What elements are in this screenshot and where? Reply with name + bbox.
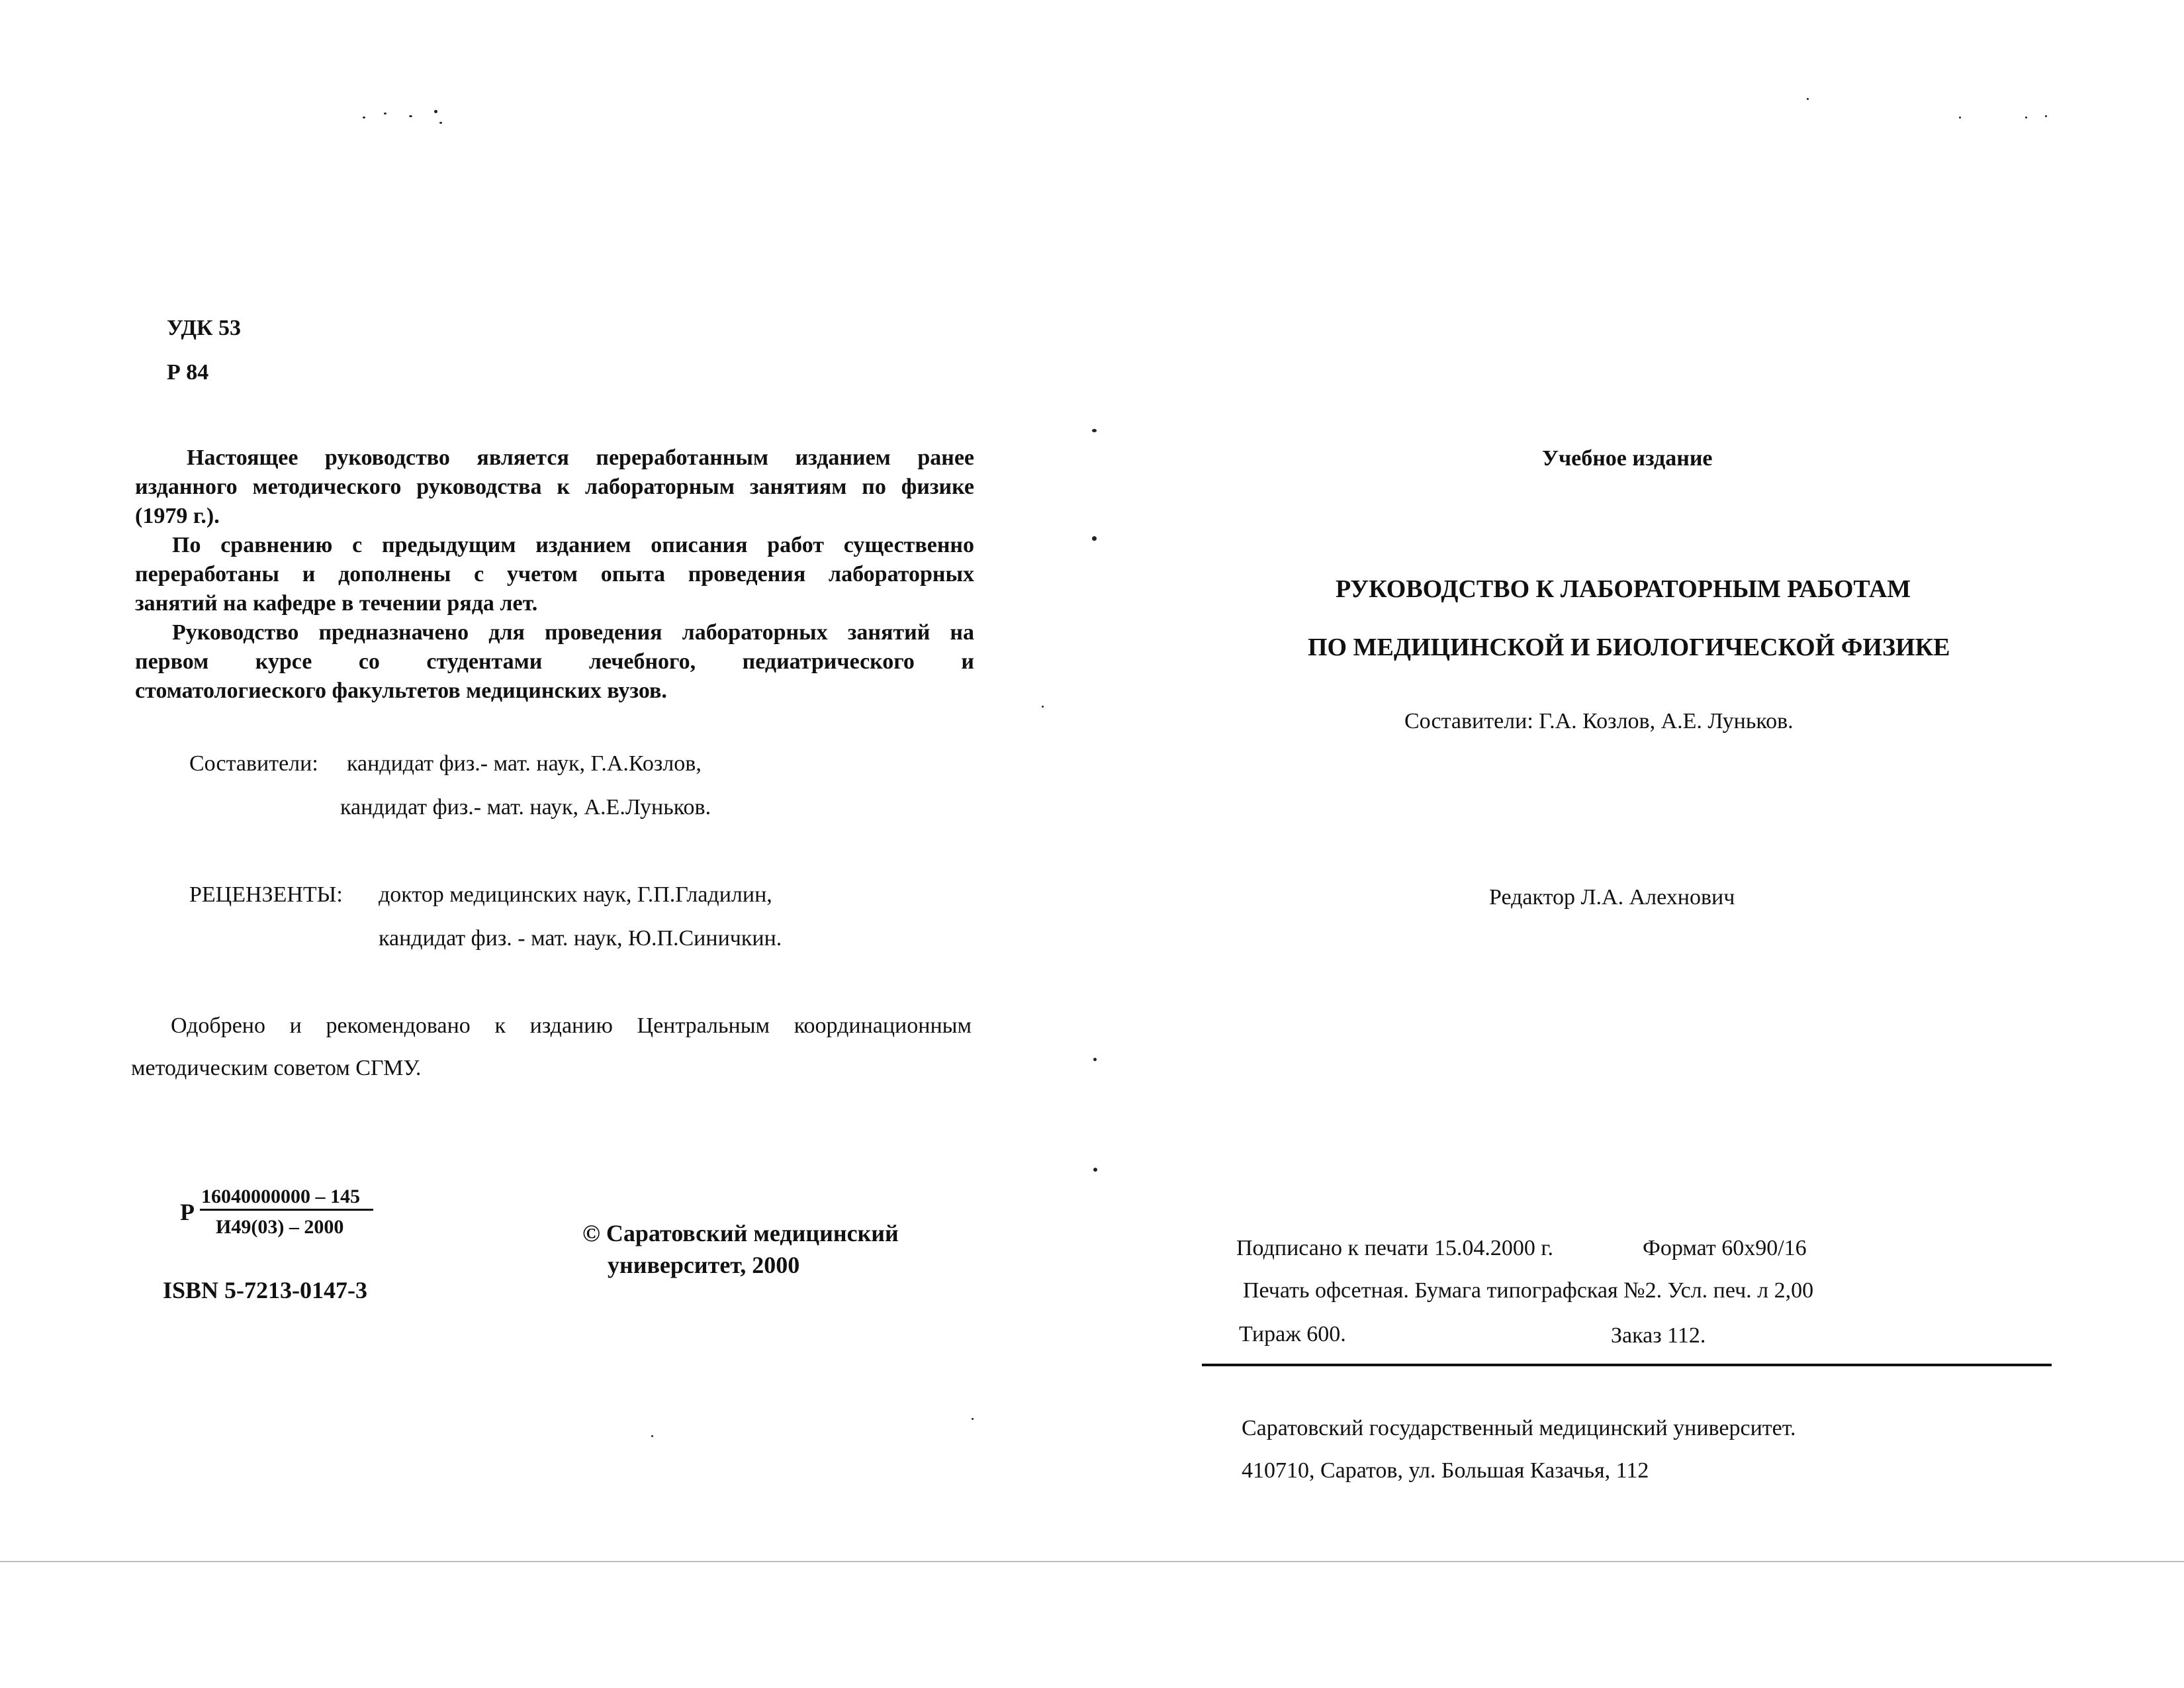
- scan-speck: [972, 1418, 974, 1420]
- code-letter: Р: [180, 1199, 195, 1225]
- page-edge-line: [0, 1561, 2184, 1562]
- scan-speck: [1093, 1168, 1097, 1172]
- approval-line1: Одобрено и рекомендовано к изданию Центральным координационным: [171, 1013, 972, 1038]
- annotation-p1-line3: (1979 г.).: [135, 504, 220, 528]
- scan-speck: [1093, 1058, 1097, 1061]
- reviewers-label: РЕЦЕНЗЕНТЫ:: [189, 882, 343, 907]
- scan-speck: [1092, 536, 1097, 541]
- annotation-p3-line2: первом курсе со студентами лечебного, педиатрического и: [135, 649, 974, 674]
- compiler-2: кандидат физ.- мат. наук, А.Е.Луньков.: [340, 795, 711, 820]
- isbn: ISBN 5-7213-0147-3: [163, 1277, 368, 1303]
- reviewer-2: кандидат физ. - мат. наук, Ю.П.Синичкин.: [379, 926, 782, 951]
- reviewer-1: доктор медицинских наук, Г.П.Гладилин,: [379, 882, 772, 907]
- annotation-p1-line2: изданного методического руководства к лабораторным занятиям по физике: [135, 475, 974, 499]
- code-fraction-bar: [200, 1209, 373, 1211]
- annotation-p2-line2: переработаны и дополнены с учетом опыта проведения лабораторных: [135, 562, 974, 586]
- imprint-format: Формат 60х90/16: [1643, 1236, 1807, 1260]
- scan-speck: [1042, 706, 1044, 708]
- scan-speck: [1807, 98, 1809, 100]
- scan-speck: [434, 110, 437, 113]
- approval-line2: методическим советом СГМУ.: [131, 1056, 422, 1080]
- scan-speck: [409, 115, 412, 117]
- imprint-rule: [1202, 1364, 2052, 1366]
- scan-speck: [2045, 115, 2047, 117]
- scan-speck: [2025, 117, 2027, 118]
- imprint-circulation: Тираж 600.: [1239, 1322, 1346, 1346]
- compiler-1: кандидат физ.- мат. наук, Г.А.Козлов,: [347, 751, 702, 776]
- annotation-p3-line3: стоматологиеского факультетов медицинских вузов.: [135, 679, 667, 703]
- scan-speck: [1092, 429, 1097, 432]
- title-line1: РУКОВОДСТВО К ЛАБОРАТОРНЫМ РАБОТАМ: [1336, 575, 1911, 603]
- annotation-p1-line1: Настоящее руководство является переработанным изданием ранее: [187, 445, 974, 470]
- right-compilers: Составители: Г.А. Козлов, А.Е. Луньков.: [1404, 709, 1794, 733]
- udk-code: УДК 53: [167, 316, 242, 340]
- compilers-label: Составители:: [189, 751, 318, 776]
- code-numerator: 16040000000 – 145: [201, 1186, 360, 1207]
- bbk-code: Р 84: [167, 360, 209, 385]
- title-line2: ПО МЕДИЦИНСКОЙ И БИОЛОГИЧЕСКОЙ ФИЗИКЕ: [1308, 633, 1950, 661]
- annotation-p3-line1: Руководство предназначено для проведения лабораторных занятий на: [172, 620, 974, 645]
- editor: Редактор Л.А. Алехнович: [1489, 885, 1735, 910]
- publisher-name: Саратовский государственный медицинский университет.: [1242, 1416, 1796, 1440]
- code-denominator: И49(03) – 2000: [216, 1216, 344, 1238]
- annotation-p2-line3: занятий на кафедре в течении ряда лет.: [135, 591, 538, 616]
- scan-speck: [1959, 117, 1961, 118]
- edition-type: Учебное издание: [1542, 446, 1713, 471]
- scan-speck: [439, 122, 442, 124]
- imprint-order: Заказ 112.: [1611, 1323, 1706, 1348]
- imprint-print-info: Печать офсетная. Бумага типографская №2. Усл. печ. л 2,00: [1243, 1278, 1814, 1303]
- publisher-address: 410710, Саратов, ул. Большая Казачья, 112: [1242, 1458, 1649, 1483]
- scan-speck: [384, 113, 387, 115]
- annotation-p2-line1: По сравнению с предыдущим изданием описания работ существенно: [172, 533, 974, 557]
- scan-speck: [651, 1435, 653, 1437]
- scan-speck: [363, 117, 365, 118]
- copyright-line1: © Саратовский медицинский: [582, 1220, 899, 1246]
- copyright-line2: университет, 2000: [608, 1252, 800, 1278]
- imprint-signed: Подписано к печати 15.04.2000 г.: [1236, 1236, 1553, 1260]
